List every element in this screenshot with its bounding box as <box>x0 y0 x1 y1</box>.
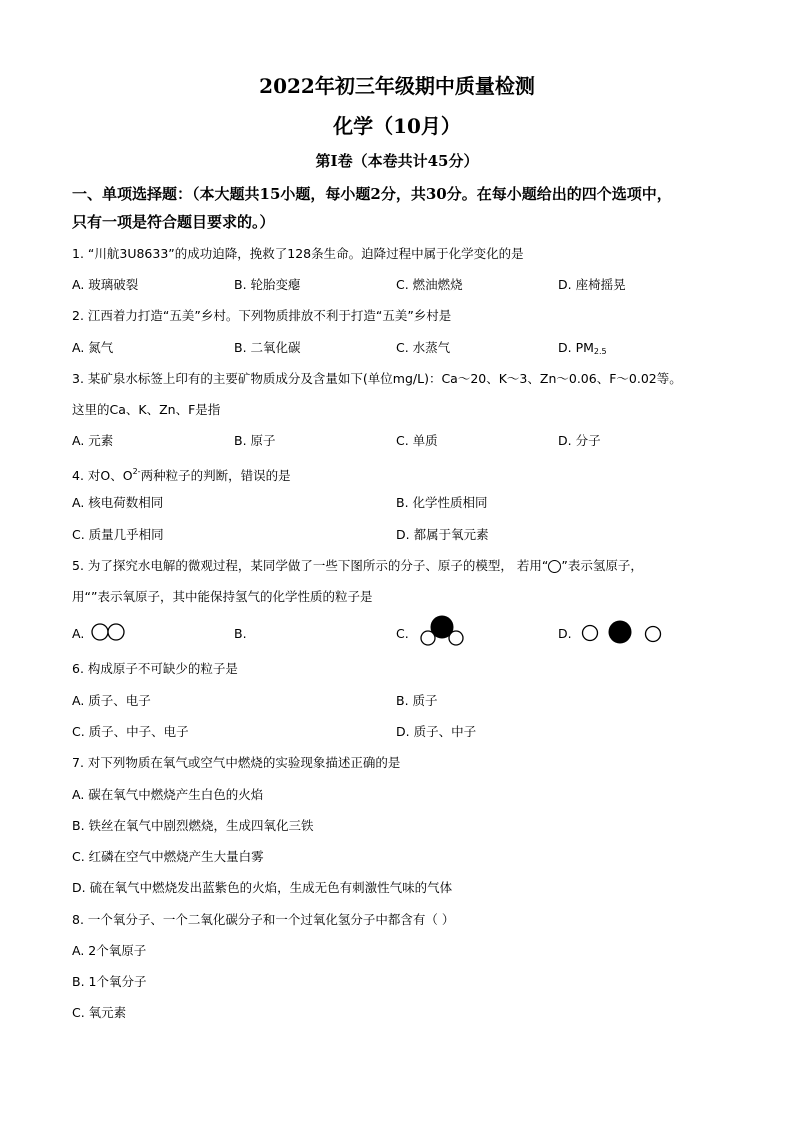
question-5-stem-end: ”表示氢原子， <box>561 558 643 573</box>
pm-label: D. PM <box>558 340 594 355</box>
question-3-option-b: B. 原子 <box>234 433 276 448</box>
question-8-option-a: A. 2个氧原子 <box>72 943 147 958</box>
exam-subtitle: 化学（10月） <box>333 114 461 138</box>
question-4-option-a: A. 核电荷数相同 <box>72 495 164 510</box>
question-6-stem: 6. 构成原子不可缺少的粒子是 <box>72 661 238 676</box>
two-hydrogen-molecule-icon <box>90 620 130 644</box>
question-2-option-d <box>558 340 607 360</box>
question-7-option-a: A. 碳在氧气中燃烧产生白色的火焰 <box>72 787 264 802</box>
question-4-option-c: C. 质量几乎相同 <box>72 527 164 542</box>
question-2-stem: 2. 江西着力打造“五美”乡村。下列物质排放不利于打造“五美”乡村是 <box>72 308 452 323</box>
section-heading-line-1: 一、单项选择题：（本大题共15小题，每小题2分，共30分。在每小题给出的四个选项中， <box>72 185 672 203</box>
question-6-option-d: D. 质子、中子 <box>396 724 477 739</box>
question-5-option-a: A. <box>72 626 85 641</box>
question-7-option-b: B. 铁丝在氧气中剧烈燃烧，生成四氧化三铁 <box>72 818 314 833</box>
question-8-stem: 8. 一个氧分子、一个二氧化碳分子和一个过氧化氢分子中都含有（ ） <box>72 912 455 927</box>
question-3-option-c: C. 单质 <box>396 433 438 448</box>
question-5-stem-line-2: 用“”表示氧原子，其中能保持氢气的化学性质的粒子是 <box>72 589 373 604</box>
question-2-option-b: B. 二氧化碳 <box>234 340 301 355</box>
question-2-option-c: C. 水蒸气 <box>396 340 451 355</box>
section-heading-line-2: 只有一项是符合题目要求的。） <box>72 213 275 231</box>
question-3-stem-line-1: 3. 某矿泉水标签上印有的主要矿物质成分及含量如下(单位mg/L)：Ca～20、K～3、Zn～0.06、F～0.02等。 <box>72 371 682 386</box>
question-7-option-d: D. 硫在氧气中燃烧发出蓝紫色的火焰，生成无色有刺激性气味的气体 <box>72 880 453 895</box>
volume-heading: 第Ⅰ卷（本卷共计45分） <box>315 152 479 170</box>
question-5-option-c: C. <box>396 626 409 641</box>
question-5-stem-start: 5. 为了探究水电解的微观过程，某同学做了一些下图所示的分子、原子的模型， 若用“ <box>72 558 549 573</box>
water-molecule-icon <box>416 612 468 648</box>
question-1-option-d: D. 座椅摇晃 <box>558 277 626 292</box>
question-6-option-c: C. 质子、中子、电子 <box>72 724 189 739</box>
ion-charge: 2- <box>132 467 141 476</box>
question-3-option-d: D. 分子 <box>558 433 601 448</box>
question-5-option-b: B. <box>234 626 247 641</box>
question-8-option-c: C. 氧元素 <box>72 1005 127 1020</box>
question-4-stem-end: 两种粒子的判断，错误的是 <box>140 468 291 483</box>
question-7-option-c: C. 红磷在空气中燃烧产生大量白雾 <box>72 849 264 864</box>
question-4-option-b: B. 化学性质相同 <box>396 495 488 510</box>
question-1-option-b: B. 轮胎变瘪 <box>234 277 301 292</box>
question-2-option-a: A. 氮气 <box>72 340 114 355</box>
question-3-stem-line-2: 这里的Ca、K、Zn、F是指 <box>72 402 221 417</box>
question-6-option-b: B. 质子 <box>396 693 438 708</box>
hydrogen-atom-icon <box>548 560 561 573</box>
question-6-option-a: A. 质子、电子 <box>72 693 151 708</box>
question-1-option-a: A. 玻璃破裂 <box>72 277 139 292</box>
question-3-option-a: A. 元素 <box>72 433 114 448</box>
question-8-option-b: B. 1个氧分子 <box>72 974 147 989</box>
question-4-stem <box>72 464 291 484</box>
separate-atoms-icon <box>578 619 664 647</box>
question-4-stem-start: 4. 对O、O <box>72 468 133 483</box>
exam-title: 2022年初三年级期中质量检测 <box>259 74 535 98</box>
question-5-stem-line-1 <box>72 558 643 574</box>
question-1-option-c: C. 燃油燃烧 <box>396 277 463 292</box>
question-4-option-d: D. 都属于氧元素 <box>396 527 489 542</box>
question-1-stem: 1. “川航3U8633”的成功迫降，挽救了128条生命。迫降过程中属于化学变化的是 <box>72 246 524 261</box>
question-7-stem: 7. 对下列物质在氧气或空气中燃烧的实验现象描述正确的是 <box>72 755 401 770</box>
question-5-option-d: D. <box>558 626 572 641</box>
pm-subscript: 2.5 <box>593 347 607 356</box>
